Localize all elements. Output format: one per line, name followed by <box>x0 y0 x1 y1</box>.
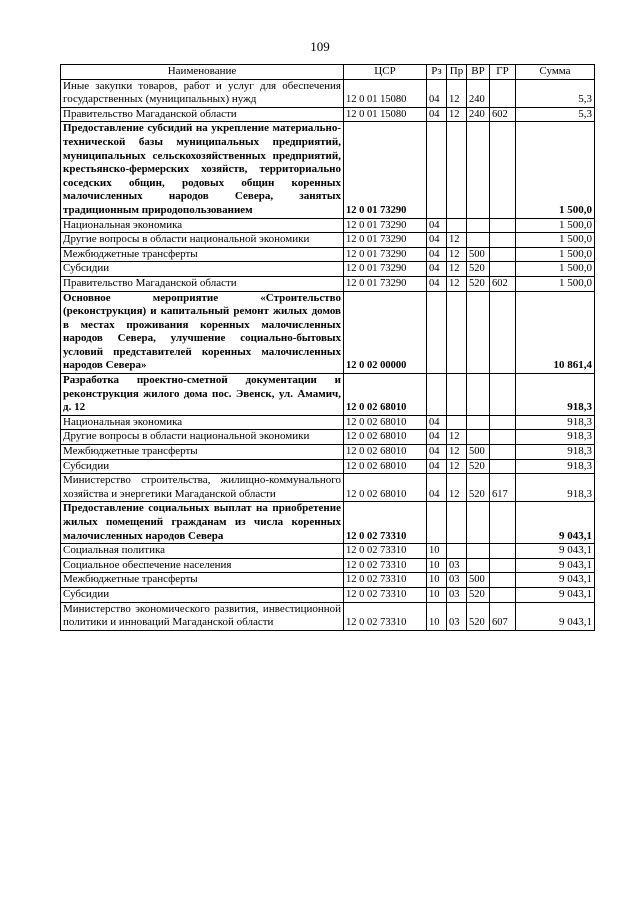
cell-csr: 12 0 02 73310 <box>344 587 427 602</box>
cell-name: Правительство Магаданской области <box>61 276 344 291</box>
cell-vr: 520 <box>467 602 490 630</box>
cell-name: Межбюджетные трансферты <box>61 247 344 262</box>
cell-gr <box>490 459 516 474</box>
cell-vr: 520 <box>467 587 490 602</box>
cell-pr <box>447 415 467 430</box>
table-row <box>61 474 595 502</box>
cell-sum: 9 043,1 <box>516 587 595 602</box>
cell-csr: 12 0 01 73290 <box>344 122 427 218</box>
cell-csr: 12 0 02 00000 <box>344 291 427 374</box>
cell-csr: 12 0 01 73290 <box>344 247 427 262</box>
cell-sum: 9 043,1 <box>516 573 595 588</box>
cell-rz <box>427 374 447 416</box>
header-csr: ЦСР <box>344 65 427 80</box>
table-row <box>61 459 595 474</box>
cell-csr: 12 0 02 73310 <box>344 558 427 573</box>
table-row <box>61 291 595 374</box>
cell-gr <box>490 374 516 416</box>
cell-pr: 12 <box>447 233 467 248</box>
table-row <box>61 247 595 262</box>
cell-vr <box>467 544 490 559</box>
cell-csr: 12 0 01 15080 <box>344 107 427 122</box>
cell-sum: 1 500,0 <box>516 247 595 262</box>
cell-vr: 520 <box>467 474 490 502</box>
table-row <box>61 502 595 544</box>
cell-csr: 12 0 02 68010 <box>344 374 427 416</box>
cell-sum: 9 043,1 <box>516 502 595 544</box>
header-pr: Пр <box>447 65 467 80</box>
cell-rz: 04 <box>427 233 447 248</box>
cell-rz <box>427 502 447 544</box>
cell-rz: 04 <box>427 218 447 233</box>
cell-gr <box>490 218 516 233</box>
table-row <box>61 374 595 416</box>
cell-sum: 9 043,1 <box>516 602 595 630</box>
cell-gr: 602 <box>490 276 516 291</box>
cell-gr <box>490 122 516 218</box>
cell-sum: 918,3 <box>516 374 595 416</box>
cell-pr: 03 <box>447 573 467 588</box>
table-row <box>61 602 595 630</box>
cell-sum: 1 500,0 <box>516 122 595 218</box>
cell-sum: 10 861,4 <box>516 291 595 374</box>
cell-vr <box>467 415 490 430</box>
cell-rz: 10 <box>427 573 447 588</box>
cell-sum: 1 500,0 <box>516 262 595 277</box>
cell-gr <box>490 247 516 262</box>
cell-csr: 12 0 02 68010 <box>344 445 427 460</box>
cell-rz: 10 <box>427 587 447 602</box>
cell-gr: 617 <box>490 474 516 502</box>
cell-pr: 12 <box>447 79 467 107</box>
cell-rz: 04 <box>427 247 447 262</box>
cell-pr <box>447 544 467 559</box>
table-row <box>61 233 595 248</box>
table-row <box>61 107 595 122</box>
cell-gr <box>490 262 516 277</box>
cell-vr: 240 <box>467 107 490 122</box>
cell-csr: 12 0 01 15080 <box>344 79 427 107</box>
cell-csr: 12 0 02 68010 <box>344 415 427 430</box>
cell-gr <box>490 587 516 602</box>
cell-name: Основное мероприятие «Строительство (реконструкция) и капитальный ремонт жилых домов в местах проживания коренных малочисленных народов Севера, улучшение социально-бытовых условий представителей коренных малочисленных народов Севера» <box>61 291 344 374</box>
cell-gr <box>490 502 516 544</box>
cell-name: Субсидии <box>61 262 344 277</box>
cell-vr: 520 <box>467 459 490 474</box>
cell-pr: 12 <box>447 474 467 502</box>
cell-pr: 12 <box>447 276 467 291</box>
cell-vr: 520 <box>467 262 490 277</box>
table-row <box>61 573 595 588</box>
header-gr: ГР <box>490 65 516 80</box>
cell-csr: 12 0 01 73290 <box>344 262 427 277</box>
cell-sum: 9 043,1 <box>516 544 595 559</box>
cell-rz: 04 <box>427 474 447 502</box>
cell-rz: 04 <box>427 445 447 460</box>
cell-pr: 12 <box>447 262 467 277</box>
cell-name: Социальная политика <box>61 544 344 559</box>
cell-vr: 500 <box>467 247 490 262</box>
table-row <box>61 587 595 602</box>
header-sum: Сумма <box>516 65 595 80</box>
cell-name: Разработка проектно-сметной документации и реконструкция жилого дома пос. Эвенск, ул. Амамич, д. 12 <box>61 374 344 416</box>
cell-name: Национальная экономика <box>61 218 344 233</box>
cell-csr: 12 0 02 68010 <box>344 430 427 445</box>
cell-pr: 03 <box>447 558 467 573</box>
cell-rz: 04 <box>427 430 447 445</box>
cell-name: Субсидии <box>61 587 344 602</box>
cell-vr <box>467 374 490 416</box>
cell-name: Другие вопросы в области национальной экономики <box>61 233 344 248</box>
cell-gr: 607 <box>490 602 516 630</box>
cell-pr: 03 <box>447 602 467 630</box>
cell-vr <box>467 218 490 233</box>
cell-sum: 918,3 <box>516 445 595 460</box>
table-row <box>61 544 595 559</box>
cell-pr: 12 <box>447 430 467 445</box>
cell-sum: 5,3 <box>516 79 595 107</box>
table-header-row <box>61 65 595 80</box>
cell-name: Правительство Магаданской области <box>61 107 344 122</box>
cell-rz: 04 <box>427 262 447 277</box>
cell-rz: 10 <box>427 558 447 573</box>
cell-name: Иные закупки товаров, работ и услуг для обеспечения государственных (муниципальных) нужд <box>61 79 344 107</box>
cell-sum: 918,3 <box>516 474 595 502</box>
table-row <box>61 79 595 107</box>
cell-csr: 12 0 02 73310 <box>344 502 427 544</box>
header-rz: Рз <box>427 65 447 80</box>
cell-vr: 520 <box>467 276 490 291</box>
cell-rz: 04 <box>427 79 447 107</box>
cell-gr <box>490 233 516 248</box>
table-row <box>61 276 595 291</box>
cell-sum: 1 500,0 <box>516 218 595 233</box>
cell-csr: 12 0 02 68010 <box>344 474 427 502</box>
cell-vr <box>467 233 490 248</box>
cell-sum: 1 500,0 <box>516 276 595 291</box>
table-row <box>61 445 595 460</box>
cell-pr <box>447 502 467 544</box>
table-row <box>61 558 595 573</box>
cell-pr <box>447 291 467 374</box>
cell-gr <box>490 573 516 588</box>
cell-gr <box>490 445 516 460</box>
cell-sum: 918,3 <box>516 430 595 445</box>
cell-pr: 12 <box>447 247 467 262</box>
table-row <box>61 218 595 233</box>
cell-csr: 12 0 01 73290 <box>344 233 427 248</box>
cell-vr <box>467 502 490 544</box>
cell-vr <box>467 122 490 218</box>
table-row <box>61 430 595 445</box>
table-row <box>61 415 595 430</box>
cell-csr: 12 0 02 73310 <box>344 602 427 630</box>
cell-gr <box>490 558 516 573</box>
cell-gr <box>490 415 516 430</box>
cell-rz: 04 <box>427 415 447 430</box>
cell-rz <box>427 291 447 374</box>
cell-rz <box>427 122 447 218</box>
cell-gr <box>490 79 516 107</box>
cell-name: Субсидии <box>61 459 344 474</box>
cell-sum: 9 043,1 <box>516 558 595 573</box>
cell-gr <box>490 291 516 374</box>
cell-sum: 918,3 <box>516 459 595 474</box>
cell-vr: 500 <box>467 573 490 588</box>
cell-vr <box>467 430 490 445</box>
cell-pr: 12 <box>447 445 467 460</box>
header-vr: ВР <box>467 65 490 80</box>
cell-rz: 04 <box>427 276 447 291</box>
cell-rz: 10 <box>427 544 447 559</box>
cell-vr <box>467 558 490 573</box>
cell-csr: 12 0 02 73310 <box>344 544 427 559</box>
cell-gr <box>490 430 516 445</box>
cell-name: Предоставление социальных выплат на приобретение жилых помещений гражданам из числа коренных малочисленных народов Севера <box>61 502 344 544</box>
cell-vr: 500 <box>467 445 490 460</box>
page-number: 109 <box>310 39 330 54</box>
cell-gr: 602 <box>490 107 516 122</box>
cell-pr <box>447 374 467 416</box>
cell-sum: 5,3 <box>516 107 595 122</box>
cell-name: Национальная экономика <box>61 415 344 430</box>
cell-gr <box>490 544 516 559</box>
cell-vr: 240 <box>467 79 490 107</box>
cell-sum: 918,3 <box>516 415 595 430</box>
cell-pr <box>447 122 467 218</box>
cell-csr: 12 0 02 73310 <box>344 573 427 588</box>
cell-csr: 12 0 01 73290 <box>344 276 427 291</box>
table-row <box>61 262 595 277</box>
cell-sum: 1 500,0 <box>516 233 595 248</box>
cell-pr: 12 <box>447 107 467 122</box>
cell-rz: 04 <box>427 459 447 474</box>
cell-name: Министерство строительства, жилищно-коммунального хозяйства и энергетики Магаданской области <box>61 474 344 502</box>
cell-pr: 12 <box>447 459 467 474</box>
cell-pr: 03 <box>447 587 467 602</box>
cell-csr: 12 0 01 73290 <box>344 218 427 233</box>
cell-vr <box>467 291 490 374</box>
cell-pr <box>447 218 467 233</box>
cell-name: Предоставление субсидий на укрепление материально-технической базы муниципальных предприятий, муниципальных сельскохозяйственных предприятий, крестьянско-фермерских хозяйств, территориально соседских общин, родовых общин коренных малочисленных народов Севера, занятых традиционным природопользованием <box>61 122 344 218</box>
table-row <box>61 122 595 218</box>
header-name: Наименование <box>61 65 344 80</box>
cell-csr: 12 0 02 68010 <box>344 459 427 474</box>
cell-name: Министерство экономического развития, инвестиционной политики и инноваций Магаданской области <box>61 602 344 630</box>
cell-rz: 10 <box>427 602 447 630</box>
cell-name: Другие вопросы в области национальной экономики <box>61 430 344 445</box>
cell-name: Межбюджетные трансферты <box>61 445 344 460</box>
cell-name: Социальное обеспечение населения <box>61 558 344 573</box>
cell-name: Межбюджетные трансферты <box>61 573 344 588</box>
budget-table <box>60 64 595 631</box>
cell-rz: 04 <box>427 107 447 122</box>
